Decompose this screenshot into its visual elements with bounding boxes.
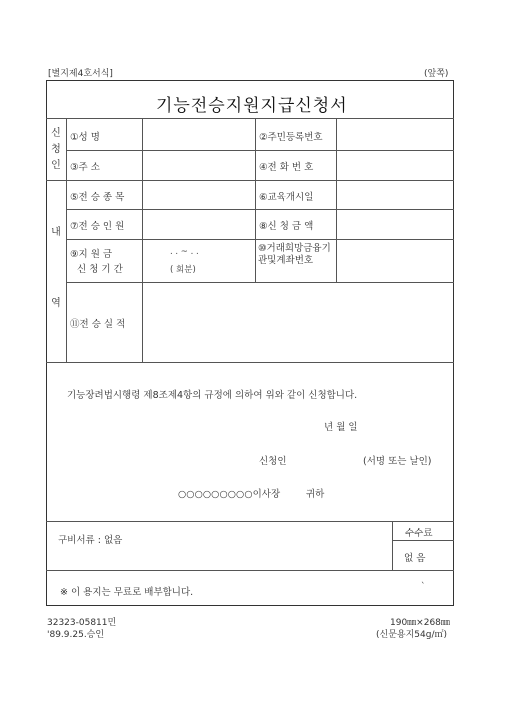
- record-field[interactable]: [144, 284, 452, 360]
- divider: [46, 180, 454, 181]
- page-side: (앞쪽): [424, 69, 449, 79]
- divider: [66, 282, 454, 283]
- form-title: 기능전승지원지급신청서: [156, 96, 348, 116]
- notice-mark: `: [421, 582, 426, 592]
- divider: [142, 118, 143, 362]
- paper-type: (신문용지54g/㎡): [376, 630, 447, 640]
- phone-field[interactable]: [338, 152, 452, 178]
- item-field[interactable]: [144, 182, 253, 207]
- form-code: 32323-05811민: [47, 618, 117, 628]
- period-range: . . ~ . .: [170, 247, 199, 257]
- bank-field[interactable]: [338, 241, 452, 280]
- edu-start-field[interactable]: [338, 182, 452, 207]
- name-field[interactable]: [144, 121, 253, 148]
- address-field[interactable]: [144, 152, 253, 178]
- bank-label: ⑩거래희망금융기관및계좌번호: [258, 243, 331, 266]
- divider: [46, 118, 454, 119]
- free-distribution-notice: ※ 이 용지는 무료로 배부합니다.: [60, 587, 194, 598]
- divider: [66, 150, 454, 151]
- phone-label: ④전 화 번 호: [259, 162, 314, 173]
- amount-label: ⑧신 청 금 액: [259, 221, 314, 232]
- divider: [46, 362, 454, 363]
- approval-date: '89.9.25.승인: [47, 630, 105, 640]
- amount-field[interactable]: [338, 211, 452, 237]
- rrn-field[interactable]: [338, 121, 452, 148]
- divider: [336, 118, 337, 282]
- edu-start-label: ⑥교육개시일: [259, 192, 314, 203]
- divider: [255, 118, 256, 282]
- recipient: ○○○○○○○○○이사장: [178, 489, 281, 500]
- form-number: [별지제4호서식]: [48, 69, 113, 79]
- content-section-label-bottom: 역: [51, 298, 61, 309]
- fee-label: 수수료: [405, 528, 433, 539]
- period-label-1: ⑨지 원 금: [70, 249, 113, 260]
- period-count: ( 회분): [170, 265, 196, 275]
- trainees-field[interactable]: [144, 211, 253, 237]
- divider: [392, 521, 393, 570]
- trainees-label: ⑦전 승 인 원: [70, 221, 125, 232]
- signer-label: 신청인: [259, 456, 287, 467]
- declaration-text: 기능장려법시행령 제8조제4항의 규정에 의하여 위와 같이 신청합니다.: [67, 390, 358, 401]
- applicant-section-label: 신 청 인: [51, 128, 61, 171]
- address-label: ③주 소: [70, 162, 100, 173]
- paper-size: 190㎜×268㎜: [390, 618, 450, 628]
- fee-value: 없 음: [404, 553, 426, 564]
- divider: [66, 118, 67, 362]
- period-label-2: 신 청 기 간: [77, 264, 123, 275]
- item-label: ⑤전 승 종 목: [70, 192, 125, 203]
- divider: [66, 239, 454, 240]
- rrn-label: ②주민등록번호: [259, 132, 323, 143]
- name-label: ①성 명: [70, 132, 100, 143]
- required-documents: 구비서류 : 없음: [58, 535, 123, 546]
- divider: [66, 209, 454, 210]
- divider: [46, 570, 454, 571]
- record-label: ⑪전 승 실 적: [70, 319, 126, 330]
- signature-note: (서명 또는 날인): [363, 456, 432, 467]
- honorific: 귀하: [306, 489, 325, 500]
- divider: [392, 540, 454, 541]
- declaration-date: 년 월 일: [324, 422, 358, 433]
- content-section-label-top: 내: [51, 227, 61, 238]
